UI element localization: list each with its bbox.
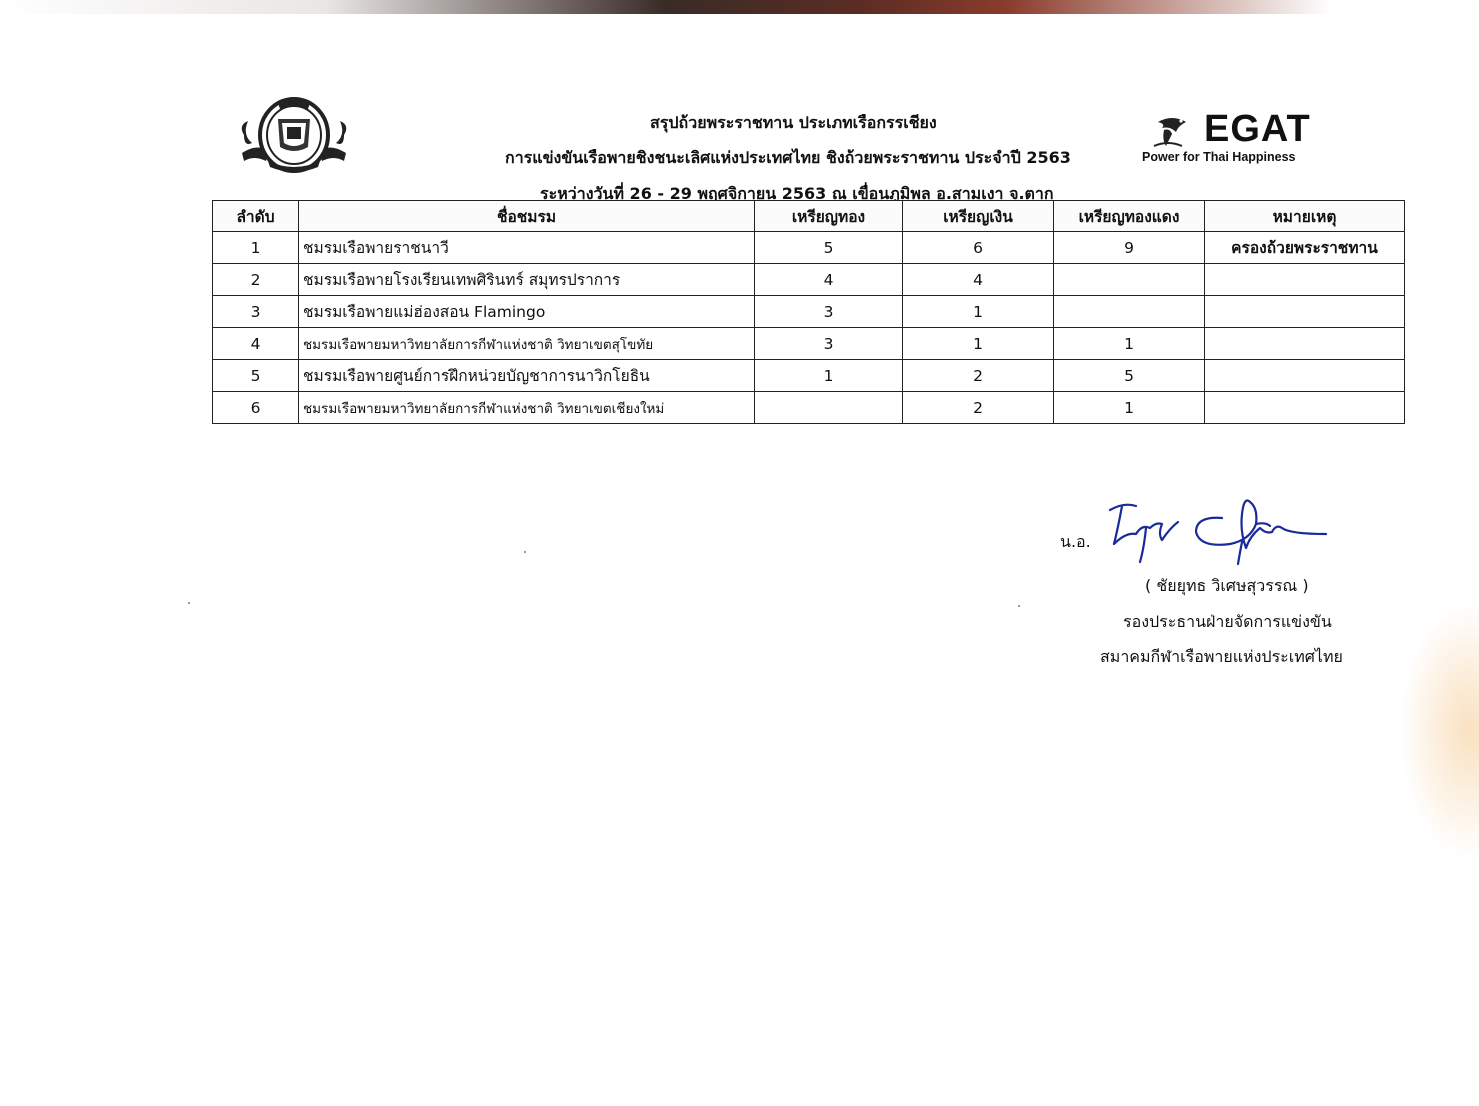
column-header-silver: เหรียญเงิน: [903, 201, 1054, 232]
egat-logo: [1140, 108, 1380, 168]
gold-cell: 5: [755, 232, 903, 264]
bronze-cell: 1: [1054, 328, 1205, 360]
note-cell: [1205, 392, 1405, 424]
club-cell: ชมรมเรือพายแม่ฮ่องสอน Flamingo: [299, 296, 755, 328]
document-date-venue: ระหว่างวันที่ 26 - 29 พฤศจิกายน 2563 ณ เขื่อนภูมิพล อ.สามเงา จ.ตาก: [540, 184, 1054, 203]
results-table: [212, 200, 1405, 424]
egat-tagline: Power for Thai Happiness: [1142, 150, 1296, 164]
gold-cell: 3: [755, 328, 903, 360]
document-title: สรุปถ้วยพระราชทาน ประเภทเรือกรรเชียง: [650, 113, 937, 132]
rank-cell: 3: [213, 296, 299, 328]
column-header-gold: เหรียญทอง: [755, 201, 903, 232]
bronze-cell: 1: [1054, 392, 1205, 424]
silver-cell: 2: [903, 392, 1054, 424]
paper-speck: [188, 602, 190, 604]
paper-speck: [1018, 605, 1020, 607]
bronze-cell: [1054, 264, 1205, 296]
table-header-row: [213, 201, 1405, 232]
bronze-cell: 9: [1054, 232, 1205, 264]
column-header-club: ชื่อชมรม: [299, 201, 755, 232]
note-cell: [1205, 328, 1405, 360]
paper-speck: [524, 551, 526, 553]
note-cell: [1205, 296, 1405, 328]
table-row: [213, 392, 1405, 424]
rank-cell: 1: [213, 232, 299, 264]
gold-cell: [755, 392, 903, 424]
egat-wordmark: EGAT: [1204, 108, 1311, 150]
rank-cell: 2: [213, 264, 299, 296]
club-cell: ชมรมเรือพายโรงเรียนเทพศิรินทร์ สมุทรปราการ: [299, 264, 755, 296]
rank-cell: 5: [213, 360, 299, 392]
table-row: [213, 264, 1405, 296]
column-header-bronze: เหรียญทองแดง: [1054, 201, 1205, 232]
club-cell: ชมรมเรือพายมหาวิทยาลัยการกีฬาแห่งชาติ วิทยาเขตสุโขทัย: [299, 328, 755, 360]
bronze-cell: 5: [1054, 360, 1205, 392]
fish-icon: [1148, 112, 1196, 150]
bronze-cell: [1054, 296, 1205, 328]
table-row: [213, 360, 1405, 392]
signatory-organization: สมาคมกีฬาเรือพายแห่งประเทศไทย: [1100, 647, 1343, 666]
silver-cell: 4: [903, 264, 1054, 296]
gold-cell: 3: [755, 296, 903, 328]
club-cell: ชมรมเรือพายมหาวิทยาลัยการกีฬาแห่งชาติ วิทยาเขตเชียงใหม่: [299, 392, 755, 424]
table-row: [213, 232, 1405, 264]
table-row: [213, 296, 1405, 328]
note-cell: [1205, 360, 1405, 392]
rank-cell: 4: [213, 328, 299, 360]
signature-rank-label: น.อ.: [1060, 532, 1091, 551]
column-header-note: หมายเหตุ: [1205, 201, 1405, 232]
photo-top-edge: [0, 0, 1479, 14]
rank-cell: 6: [213, 392, 299, 424]
association-seal-logo: [238, 95, 350, 175]
note-cell: [1205, 264, 1405, 296]
silver-cell: 2: [903, 360, 1054, 392]
handwritten-signature: [1100, 488, 1330, 568]
document-subtitle: การแข่งขันเรือพายชิงชนะเลิศแห่งประเทศไทย ชิงถ้วยพระราชทาน ประจำปี 2563: [505, 148, 1071, 167]
gold-cell: 4: [755, 264, 903, 296]
silver-cell: 6: [903, 232, 1054, 264]
club-cell: ชมรมเรือพายศูนย์การฝึกหน่วยบัญชาการนาวิกโยธิน: [299, 360, 755, 392]
note-cell: ครองถ้วยพระราชทาน: [1205, 232, 1405, 264]
club-cell: ชมรมเรือพายราชนาวี: [299, 232, 755, 264]
photo-light-glare: [1399, 600, 1479, 860]
silver-cell: 1: [903, 296, 1054, 328]
table-row: [213, 328, 1405, 360]
column-header-rank: ลำดับ: [213, 201, 299, 232]
signatory-role: รองประธานฝ่ายจัดการแข่งขัน: [1123, 612, 1332, 631]
silver-cell: 1: [903, 328, 1054, 360]
signatory-name: ( ชัยยุทธ วิเศษสุวรรณ ): [1145, 576, 1309, 595]
gold-cell: 1: [755, 360, 903, 392]
